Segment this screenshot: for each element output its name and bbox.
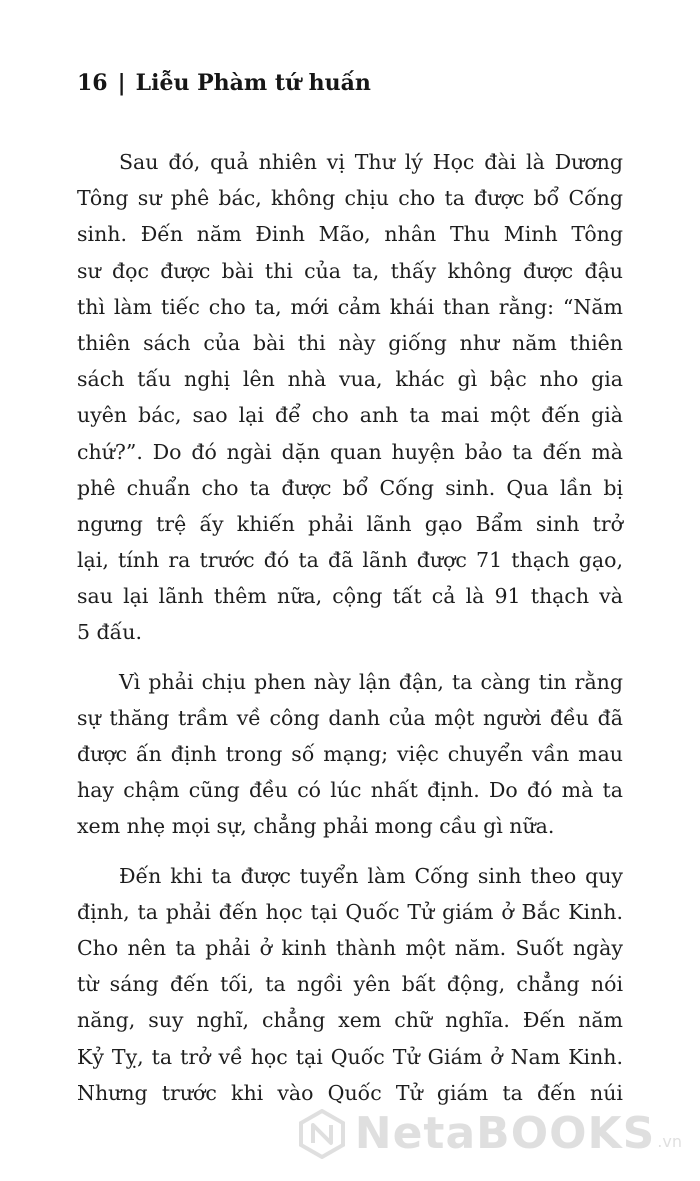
text-line: sách tấu nghị lên nhà vua, khác gì bậc nho gia [77, 367, 623, 392]
paragraph-3 [77, 858, 623, 1111]
watermark-suffix: .vn [657, 1132, 682, 1151]
text-line: Cho nên ta phải ở kinh thành một năm. Suốt ngày [77, 935, 623, 960]
watermark-text: NetaBOOKS [354, 1108, 656, 1159]
text-line: từ sáng đến tối, ta ngồi yên bất động, chẳng nói [77, 972, 623, 997]
body-text [77, 144, 623, 1124]
running-header [77, 70, 371, 96]
text-line: thiên sách của bài thi này giống như năm thiên [77, 330, 623, 355]
netabooks-logo-icon [297, 1109, 347, 1159]
text-line: Nhưng trước khi vào Quốc Tử giám ta đến núi [77, 1080, 623, 1105]
text-line: Vì phải chịu phen này lận đận, ta càng tin rằng [119, 669, 623, 694]
text-line: Kỷ Tỵ, ta trở về học tại Quốc Tử Giám ở Nam Kinh. [77, 1044, 623, 1069]
page-number: 16 [77, 70, 108, 96]
text-line: uyên bác, sao lại để cho anh ta mai một đến già [77, 403, 623, 428]
text-line: sư đọc được bài thi của ta, thấy không được đậu [77, 258, 623, 283]
text-line: sau lại lãnh thêm nữa, cộng tất cả là 91 thạch và [77, 584, 623, 609]
netabooks-watermark [297, 1108, 682, 1159]
text-line: Đến khi ta được tuyển làm Cống sinh theo quy [119, 863, 623, 888]
text-line: Sau đó, quả nhiên vị Thư lý Học đài là Dương [119, 150, 623, 174]
text-line: xem nhẹ mọi sự, chẳng phải mong cầu gì nữa. [77, 814, 555, 839]
text-line: phê chuẩn cho ta được bổ Cống sinh. Qua lần bị [77, 475, 623, 500]
text-line: sinh. Đến năm Đinh Mão, nhân Thu Minh Tông [77, 222, 623, 247]
text-line: năng, suy nghĩ, chẳng xem chữ nghĩa. Đến năm [77, 1008, 623, 1033]
text-line: ngưng trệ ấy khiến phải lãnh gạo Bẩm sinh trở [77, 511, 623, 536]
text-line: định, ta phải đến học tại Quốc Tử giám ở Bắc Kinh. [77, 899, 623, 924]
paragraph-2 [77, 664, 623, 845]
text-line: Tông sư phê bác, không chịu cho ta được bổ Cống [77, 186, 623, 211]
paragraph-1 [77, 144, 623, 651]
header-separator: | [117, 70, 126, 96]
text-line: lại, tính ra trước đó ta đã lãnh được 71 thạch gạo, [77, 548, 623, 573]
text-line: sự thăng trầm về công danh của một người đều đã [77, 705, 623, 730]
text-line: được ấn định trong số mạng; việc chuyển vần mau [77, 742, 623, 766]
text-line: thì làm tiếc cho ta, mới cảm khái than rằng: “Năm [77, 294, 623, 319]
text-line: 5 đấu. [77, 620, 142, 645]
book-title: Liễu Phàm tứ huấn [135, 70, 371, 96]
text-line: chứ?”. Do đó ngài dặn quan huyện bảo ta đến mà [77, 439, 623, 464]
text-line: hay chậm cũng đều có lúc nhất định. Do đó mà ta [77, 778, 623, 803]
